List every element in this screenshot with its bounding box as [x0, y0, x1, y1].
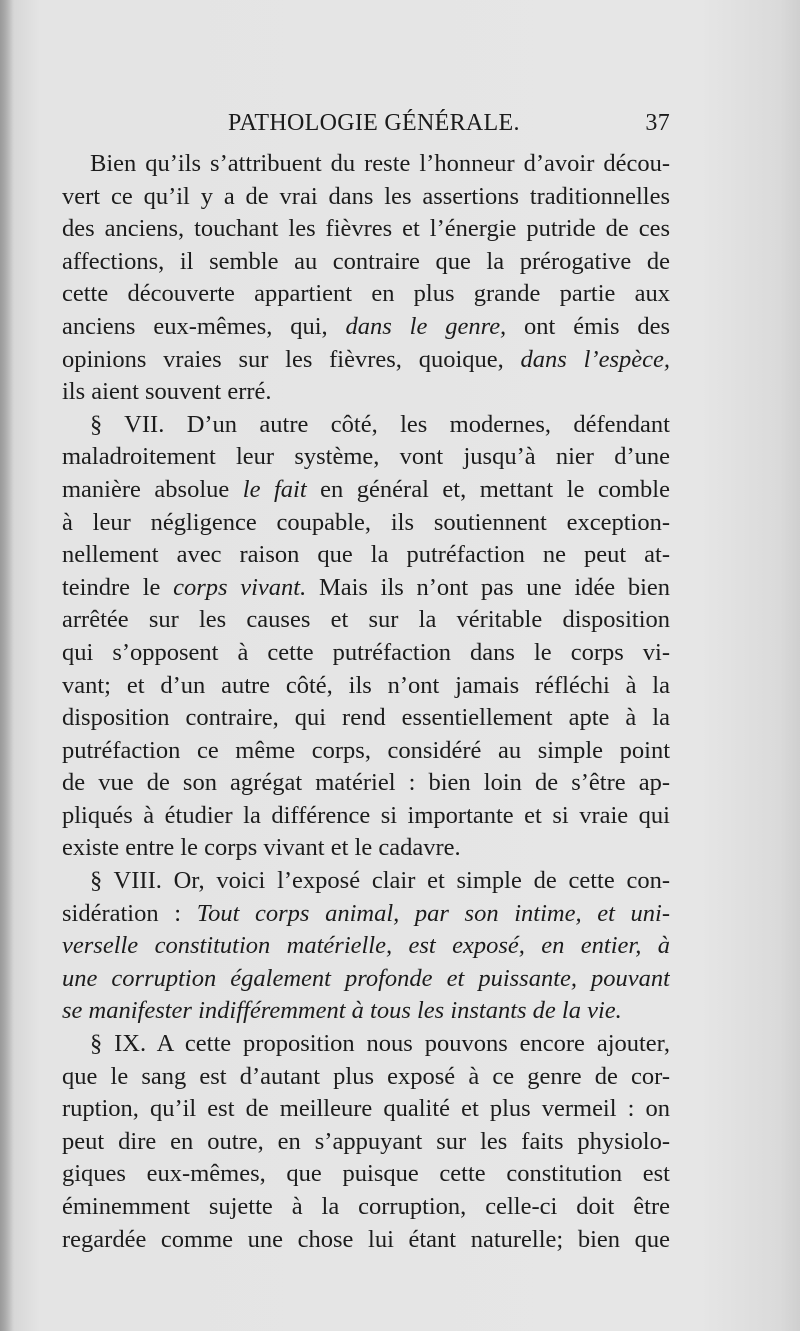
italic-text: dans l’espèce, — [520, 345, 670, 373]
text-line — [62, 344, 670, 377]
text-segment: Bien qu’ils s’attribuent du reste l’honneur d’avoir décou- — [90, 150, 670, 177]
italic-text: verselle constitution matérielle, est exposé, en entier, à — [62, 932, 670, 960]
text-segment: pliqués à étudier la différence si importante et si vraie qui — [62, 801, 670, 829]
text-segment: Mais ils n’ont pas une idée bien — [306, 573, 670, 601]
text-line — [62, 1028, 670, 1061]
text-segment: § IX. A cette proposition nous pouvons encore ajouter, — [90, 1030, 670, 1058]
text-line — [62, 604, 670, 637]
text-segment: peut dire en outre, en s’appuyant sur les faits physiolo- — [62, 1127, 670, 1155]
text-line — [62, 898, 670, 931]
text-segment: teindre le — [62, 573, 174, 601]
text-line — [62, 1061, 670, 1094]
italic-text: le fait — [242, 475, 307, 503]
text-segment: § VIII. Or, voici l’exposé clair et simple de cette con- — [90, 867, 670, 895]
page-number: 37 — [645, 110, 670, 136]
text-segment: § VII. D’un autre côté, les modernes, défendant — [90, 410, 670, 438]
text-segment: existe entre le corps vivant et le cadavre. — [62, 834, 461, 862]
text-line — [62, 278, 670, 311]
text-line — [62, 1093, 670, 1126]
italic-text: une corruption également profonde et puissante, pouvant — [62, 964, 670, 992]
text-line — [62, 539, 670, 572]
text-segment: maladroitement leur système, vont jusqu’à nier d’une — [62, 443, 670, 471]
text-line — [62, 148, 670, 181]
text-segment: regardée comme une chose lui étant naturelle; bien que — [62, 1225, 670, 1253]
text-segment: sidération : — [62, 899, 197, 927]
text-segment: que le sang est d’autant plus exposé à ce genre de cor- — [62, 1062, 670, 1090]
text-line — [62, 735, 670, 768]
text-segment: vant; et d’un autre côté, ils n’ont jamais réfléchi à la — [62, 671, 670, 699]
text-line — [62, 670, 670, 703]
running-header — [62, 104, 670, 144]
text-segment: disposition contraire, qui rend essentiellement apte à la — [62, 704, 670, 732]
text-line — [62, 213, 670, 246]
text-line — [62, 865, 670, 898]
text-line — [62, 1191, 670, 1224]
text-segment: ruption, qu’il est de meilleure qualité et plus vermeil : on — [62, 1095, 670, 1123]
text-segment: affections, il semble au contraire que la prérogative de — [62, 247, 670, 275]
text-line — [62, 441, 670, 474]
text-segment: manière absolue — [62, 475, 243, 503]
text-line — [62, 995, 670, 1028]
text-segment: vert ce qu’il y a de vrai dans les assertions traditionnelles — [62, 182, 670, 210]
text-segment: éminemment sujette à la corruption, celle-ci doit être — [62, 1193, 670, 1220]
text-segment: ils aient souvent erré. — [62, 378, 272, 406]
text-line — [62, 572, 670, 605]
text-line — [62, 767, 670, 800]
text-segment: qui s’opposent à cette putréfaction dans le corps vi- — [62, 638, 670, 666]
text-line — [62, 1224, 670, 1257]
text-line — [62, 409, 670, 442]
text-segment: de vue de son agrégat matériel : bien loin de s’être ap- — [62, 769, 670, 797]
italic-text: corps vivant. — [173, 573, 307, 601]
text-line — [62, 181, 670, 214]
text-line — [62, 474, 670, 507]
text-line — [62, 832, 670, 865]
text-segment: giques eux-mêmes, que puisque cette constitution est — [62, 1160, 670, 1188]
text-line — [62, 311, 670, 344]
text-line — [62, 376, 670, 409]
text-line — [62, 930, 670, 963]
text-segment: cette découverte appartient en plus grande partie aux — [62, 280, 670, 308]
text-line — [62, 246, 670, 279]
body-text — [62, 148, 670, 1256]
text-segment: nellement avec raison que la putréfaction ne peut at- — [62, 541, 670, 569]
italic-text: Tout corps animal, par son intime, et uni- — [196, 899, 670, 927]
running-title: PATHOLOGIE GÉNÉRALE. — [228, 110, 520, 136]
text-line — [62, 507, 670, 540]
italic-text: dans le genre, — [345, 312, 507, 340]
text-segment: opinions vraies sur les fièvres, quoique, — [62, 345, 521, 373]
text-line — [62, 1126, 670, 1159]
text-segment: anciens eux-mêmes, qui, — [62, 312, 346, 340]
text-segment: à leur négligence coupable, ils soutiennent exception- — [62, 508, 670, 536]
text-segment: ont émis des — [506, 312, 670, 340]
text-line — [62, 1158, 670, 1191]
text-line — [62, 800, 670, 833]
text-segment: en général et, mettant le comble — [306, 475, 670, 503]
text-segment: des anciens, touchant les fièvres et l’énergie putride de ces — [62, 215, 670, 243]
text-line — [62, 637, 670, 670]
text-segment: putréfaction ce même corps, considéré au simple point — [62, 736, 670, 764]
text-line — [62, 963, 670, 996]
text-segment: arrêtée sur les causes et sur la véritable disposition — [62, 606, 670, 634]
text-line — [62, 702, 670, 735]
italic-text: se manifester indifféremment à tous les instants de la vie. — [62, 997, 622, 1025]
